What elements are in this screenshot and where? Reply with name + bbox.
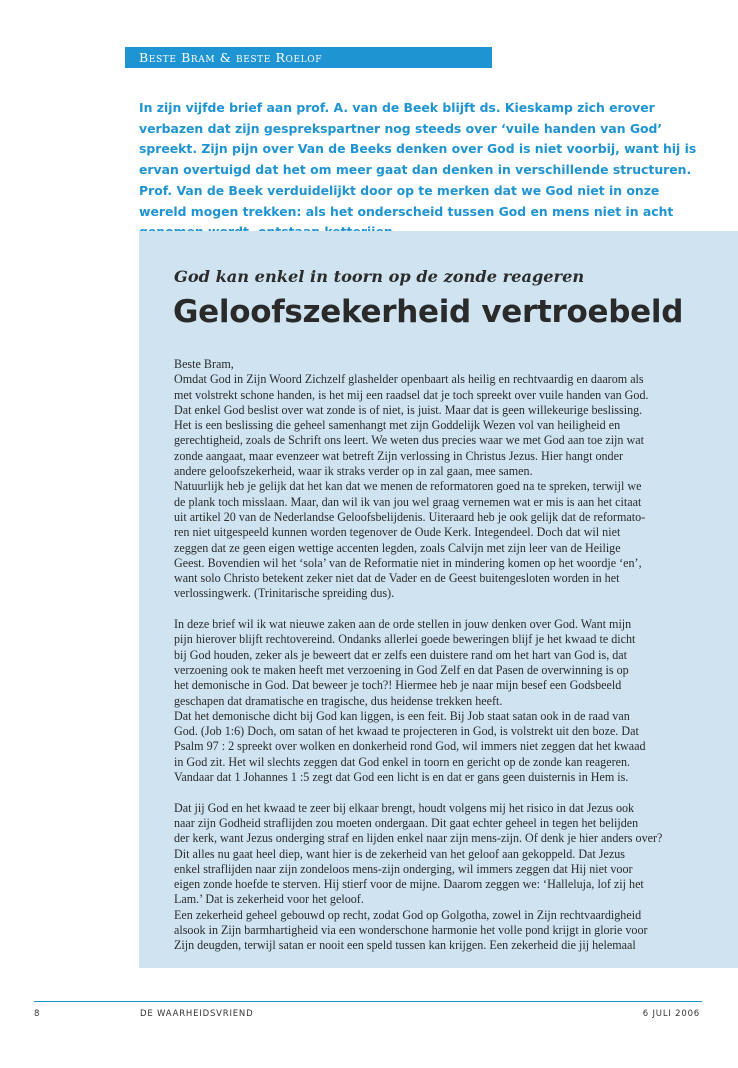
article-title: Geloofszekerheid vertroebeld	[173, 294, 684, 330]
body-paragraph: In deze brief wil ik wat nieuwe zaken aan de orde stellen in jouw denken over God. Want mijn pijn hierover blijft rechtovereind. Ondanks allerlei goede beweringen blijf je het kwaad te dicht bij God houden, zeker als je beweert dat er zelfs een duistere rand om het hart van God is, dat verzoening ook te maken heeft met verzoening in God Zelf en dat Pasen de overwinning is op het demonische in God. Dat beweer je toch?! Hiermee heb je naar mijn besef een Godsbeeld geschapen dat dramatische en tragische, dus heidense trekken heeft. Dat het demonische dicht bij God kan liggen, is een feit. Bij Job staat satan ook in de raad van God. (Job 1:6) Doch, om satan of het kwaad te projecteren in God, is volstrekt uit den boze. Dat Psalm 97 : 2 spreekt over wolken en donkerheid rond God, wil immers niet zeggen dat het kwaad in God zit. Het wil slechts zeggen dat God enkel in toorn en gericht op de zonde kan reageren. Vandaar dat 1 Johannes 1 :5 zegt dat God een licht is en dat er gans geen duisternis in Hem is.	[174, 617, 646, 785]
issue-date: 6 JULI 2006	[642, 1009, 700, 1019]
page-number: 8	[34, 1009, 41, 1019]
section-label: Beste Bram & beste Roelof	[139, 50, 323, 65]
article-body	[174, 357, 694, 954]
intro-paragraph: In zijn vijfde brief aan prof. A. van de Beek blijft ds. Kieskamp zich erover verbazen dat zijn gesprekspartner nog steeds over ‘vuile handen van God’ spreekt. Zijn pijn over Van de Beeks denken over God is niet voorbij, want hij is ervan overtuigd dat het om meer gaat dan denken in verschillende structuren. Prof. Van de Beek verduidelijkt door op te merken dat we God niet in onze wereld mogen trekken: als het onderscheid tussen God en mens niet in acht	[139, 100, 697, 219]
body-paragraph: Beste Bram, Omdat God in Zijn Woord Zichzelf glashelder openbaart als heilig en rechtvaardig en daarom als met volstrekt schone handen, is het mij een raadsel dat je toch spreekt over vuile handen van God. Dat enkel God beslist over wat zonde is of niet, is juist. Maar dat is geen willekeurige beslissing. Het is een beslissing die geheel samenhangt met zijn Goddelijk Wezen vol van heiligheid en gerechtigheid, zoals de Schrift ons leert. We weten dus precies waar we met God aan toe zijn wat zonde aangaat, maar evenzeer wat betreft Zijn verlossing in Christus Jezus. Hier hangt onder andere geloofszekerheid, waar ik straks verder op in zal gaan, mee samen. Natuurlijk heb je gelijk dat het kan dat we menen de reformatoren goed na te spreken, terwijl we de plank toch misslaan. Maar, dan wil ik van jou wel graag vernemen wat er mis is aan het citaat uit artikel 20 van de Nederlandse Geloofsbelijdenis. Uiteraard heb je ook gelijk dat de reformato- ren niet uitgespeeld kunnen worden tegenover de Oude Kerk. Integendeel. Doch dat wil niet zeggen dat ze geen eigen wettige accenten legden, zoals Calvijn met zijn leer van de Heilige Geest. Bovendien wil het ‘sola’ van de Reformatie niet in mindering komen op het woordje ‘en’, want solo Christo betekent zeker niet dat de Vader en de Geest buitengesloten worden in het verlossingwerk. (Trinitarische spreiding dus).	[174, 357, 649, 601]
magazine-name: DE WAARHEIDSVRIEND	[140, 1009, 254, 1019]
footer-divider	[34, 1001, 702, 1002]
article-subtitle: God kan enkel in toorn op de zonde reageren	[174, 267, 585, 286]
body-paragraph: Dat jij God en het kwaad te zeer bij elkaar brengt, houdt volgens mij het risico in dat Jezus ook naar zijn Godheid straflijden zou moeten ondergaan. Dit gaat echter geheel in tegen het belijden der kerk, want Jezus onderging straf en lijden enkel naar zijn mens-zijn. Of denk je hier anders over? Dit alles nu gaat heel diep, want hier is de zekerheid van het geloof aan gekoppeld. Dat Jezus enkel straflijden naar zijn zondeloos mens-zijn onderging, wil immers zeggen dat Hij niet voor eigen zonde hoefde te sterven. Hij stierf voor de mijne. Daarom zeggen we: ‘Halleluja, lof zij het Lam.’ Dat is zekerheid voor het geloof. Een zekerheid geheel gebouwd op recht, zodat God op Golgotha, zowel in Zijn rechtvaardigheid alsook in Zijn barmhartigheid via een wonderschone harmonie het volle pond krijgt in glorie voor Zijn deugden, terwijl satan er nooit een speld tussen kan krijgen. Een zekerheid die jij helemaal	[174, 800, 663, 953]
section-label-bar	[125, 47, 492, 68]
